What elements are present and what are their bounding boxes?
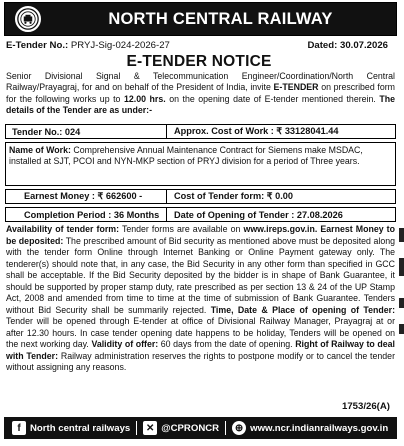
- page-edge-mark: [399, 228, 404, 242]
- website-link[interactable]: ⊕ www.ncr.indianrailways.gov.in: [232, 417, 388, 439]
- etender-date: Dated: 30.07.2026: [307, 40, 388, 51]
- page-edge-mark: [399, 298, 404, 308]
- footer-bar: [4, 417, 397, 439]
- header-bar: [4, 2, 397, 36]
- earnest-money-row: [5, 189, 396, 204]
- etender-number-line: [6, 40, 388, 51]
- tender-form-cost: Cost of Tender form: ₹ 0.00: [174, 191, 294, 201]
- completion-row: [5, 207, 396, 222]
- railway-logo-icon: [15, 6, 41, 32]
- notice-title: E-TENDER NOTICE: [126, 53, 272, 70]
- page-edge-mark: [399, 258, 404, 276]
- reference-code: 1753/26(A): [342, 401, 390, 412]
- intro-paragraph: Senior Divisional Signal & Telecommunication Engineer/Coordination/North Central Railway/Prayagraj, for and on behalf of the President of India, invite E-TENDER on prescribed form for the following works up to 12.00 hrs. on the opening date of E-tender mentioned therein. The details of the Tender are as under:-: [6, 71, 395, 116]
- opening-date: Date of Opening of Tender : 27.08.2026: [174, 209, 343, 220]
- tender-number-row: [5, 124, 396, 139]
- completion-period: Completion Period : 36 Months: [24, 209, 160, 220]
- approx-cost: Approx. Cost of Work : ₹ 33128041.44: [174, 126, 339, 136]
- work-label: Name of Work:: [9, 145, 71, 155]
- header-title: NORTH CENTRAL RAILWAY: [108, 10, 333, 28]
- work-value: Comprehensive Annual Maintenance Contract for Siemens make MSDAC, installed at SJT, PCOI and NYN-MKP section of PRYJ division for a period of Three years.: [9, 145, 363, 167]
- x-icon: ✕: [143, 421, 157, 435]
- details-paragraph: Availability of tender form: Tender forms are available on www.ireps.gov.in. Earnest Money to be deposited: The prescribed amount of Bid security as mentioned above must be deposited along with the tender form Online through Internet Banking or Online Payment gateway only. The tenderer(s) should note that, in any case, the Bid Security in any other form than specified in GCC shall be acceptable. If the Bid Security deposited by the bidder is in shape of Bank Guarantee, it should be supported by proper stamp duty, rate prescribed as per section 13 & 24 of the UP Stamp Act, 2008 and amended from time to time at the time of submission of Bank Guarantee. Tenders without Bid Security shall be summarily rejected. Time, Date & Place of opening of Tender: Tender will be opened through E-tender at office of Divisional Railway Manager, Prayagraj at or after 12.30 hours. In case tender opening date happens to be holiday, Tenders will be opened on the next working day. Validity of offer: 60 days from the date of opening. Right of Railway to deal with Tender: Railway administration reserves the rights to postpone modify or to cancel the tender without assigning any reasons.: [6, 224, 396, 372]
- facebook-icon: f: [12, 421, 26, 435]
- tender-number: Tender No.: 024: [12, 126, 81, 137]
- etender-number: E-Tender No.: PRYJ-Sig-024-2026-27: [6, 40, 170, 51]
- facebook-link[interactable]: f North central railways: [12, 417, 130, 439]
- globe-icon: ⊕: [232, 421, 246, 435]
- name-of-work-box: [5, 142, 396, 186]
- x-link[interactable]: ✕ @CPRONCR: [143, 417, 219, 439]
- earnest-money: Earnest Money : ₹ 662600 -: [24, 191, 143, 201]
- page-edge-mark: [399, 324, 404, 334]
- ireps-link[interactable]: www.ireps.gov.in.: [243, 224, 318, 234]
